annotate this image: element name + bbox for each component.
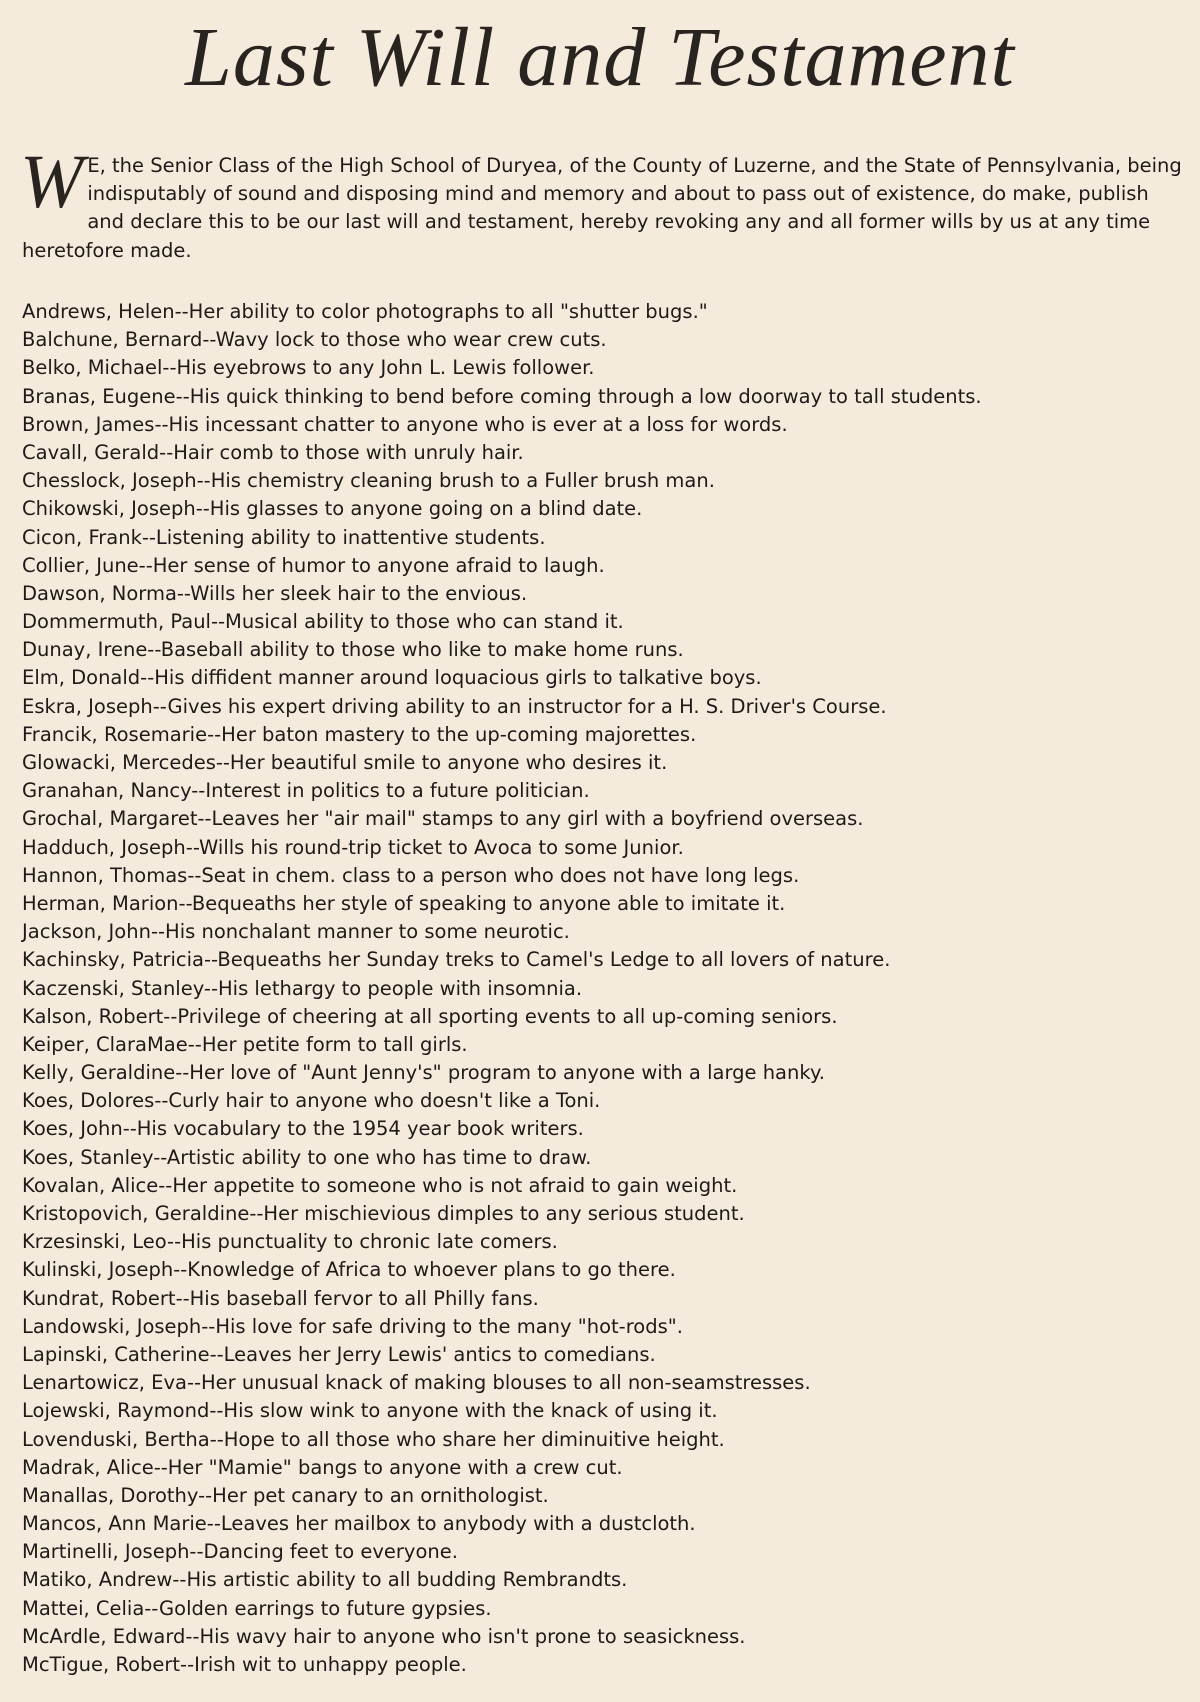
- bequest-item: Landowski, Joseph--His love for safe driving to the many "hot-rods".: [22, 1314, 683, 1338]
- bequest-item: Kalson, Robert--Privilege of cheering at all sporting events to all up-coming seniors.: [22, 1004, 838, 1028]
- bequest-item: Kelly, Geraldine--Her love of "Aunt Jenny's" program to anyone with a large hanky.: [22, 1061, 825, 1085]
- bequest-item: Kovalan, Alice--Her appetite to someone who is not afraid to gain weight.: [22, 1173, 738, 1197]
- drop-cap: W: [20, 140, 84, 224]
- bequest-item: Granahan, Nancy--Interest in politics to a future politician.: [22, 779, 590, 803]
- bequest-item: Kristopovich, Geraldine--Her mischievious dimples to any serious student.: [22, 1202, 745, 1225]
- bequest-item: Chesslock, Joseph--His chemistry cleaning brush to a Fuller brush man.: [22, 469, 715, 493]
- bequest-item: Belko, Michael--His eyebrows to any John L. Lewis follower.: [22, 356, 595, 380]
- bequest-item: Krzesinski, Leo--His punctuality to chronic late comers.: [22, 1230, 558, 1254]
- bequest-item: Kaczenski, Stanley--His lethargy to people with insomnia.: [22, 976, 583, 1000]
- bequest-item: Herman, Marion--Bequeaths her style of speaking to anyone able to imitate it.: [22, 891, 786, 915]
- bequest-item: Lovenduski, Bertha--Hope to all those who share her diminuitive height.: [22, 1427, 725, 1451]
- bequest-item: Lenartowicz, Eva--Her unusual knack of making blouses to all non-seamstresses.: [22, 1371, 811, 1395]
- bequest-item: Lapinski, Catherine--Leaves her Jerry Lewis' antics to comedians.: [22, 1342, 656, 1366]
- bequest-item: Balchune, Bernard--Wavy lock to those who wear crew cuts.: [22, 328, 607, 352]
- bequest-item: Dawson, Norma--Wills her sleek hair to the envious.: [22, 581, 528, 605]
- bequest-item: Branas, Eugene--His quick thinking to bend before coming through a low doorway to tall students.: [22, 384, 982, 408]
- bequest-list: [22, 298, 1184, 1679]
- bequest-item: Glowacki, Mercedes--Her beautiful smile to anyone who desires it.: [22, 751, 668, 774]
- bequest-item: Andrews, Helen--Her ability to color photographs to all "shutter bugs.": [22, 300, 708, 323]
- bequest-item: Martinelli, Joseph--Dancing feet to everyone.: [22, 1540, 458, 1564]
- bequest-item: Hannon, Thomas--Seat in chem. class to a person who does not have long legs.: [22, 863, 800, 887]
- bequest-item: Cavall, Gerald--Hair comb to those with unruly hair.: [22, 440, 524, 464]
- intro-paragraph: [20, 140, 1184, 265]
- bequest-item: Jackson, John--His nonchalant manner to some neurotic.: [22, 920, 570, 944]
- bequest-item: McArdle, Edward--His wavy hair to anyone who isn't prone to seasickness.: [22, 1624, 746, 1648]
- bequest-item: Keiper, ClaraMae--Her petite form to tall girls.: [22, 1032, 468, 1056]
- bequest-item: Mattei, Celia--Golden earrings to future gypsies.: [22, 1596, 492, 1620]
- bequest-item: Koes, Dolores--Curly hair to anyone who doesn't like a Toni.: [22, 1089, 601, 1113]
- bequest-item: Chikowski, Joseph--His glasses to anyone going on a blind date.: [22, 497, 643, 521]
- bequest-item: Eskra, Joseph--Gives his expert driving ability to an instructor for a H. S. Driver's Course.: [22, 694, 887, 718]
- bequest-item: Cicon, Frank--Listening ability to inattentive students.: [22, 525, 546, 549]
- bequest-item: Mancos, Ann Marie--Leaves her mailbox to anybody with a dustcloth.: [22, 1512, 696, 1536]
- bequest-item: Madrak, Alice--Her "Mamie" bangs to anyone with a crew cut.: [22, 1455, 623, 1479]
- bequest-item: Kundrat, Robert--His baseball fervor to all Philly fans.: [22, 1286, 539, 1310]
- bequest-item: Francik, Rosemarie--Her baton mastery to the up-coming majorettes.: [22, 722, 697, 746]
- bequest-item: Brown, James--His incessant chatter to anyone who is ever at a loss for words.: [22, 412, 788, 436]
- intro-text: E, the Senior Class of the High School of Duryea, of the County of Luzerne, and the State of Pennsylvania, being indisputably of sound and disposing mind and memory and about to pass out of existence, do make, publish and declare this to be our last will and testament, hereby revoking any and all former wills by us at any time heretofore made.: [22, 154, 1182, 262]
- bequest-item: Dunay, Irene--Baseball ability to those who like to make home runs.: [22, 638, 684, 662]
- page-title: Last Will and Testament: [185, 11, 1015, 104]
- bequest-item: Kulinski, Joseph--Knowledge of Africa to whoever plans to go there.: [22, 1258, 676, 1282]
- bequest-item: Grochal, Margaret--Leaves her "air mail" stamps to any girl with a boyfriend overseas.: [22, 807, 864, 831]
- bequest-item: Dommermuth, Paul--Musical ability to those who can stand it.: [22, 610, 624, 634]
- bequest-item: Collier, June--Her sense of humor to anyone afraid to laugh.: [22, 553, 605, 577]
- bequest-item: Elm, Donald--His diffident manner around loquacious girls to talkative boys.: [22, 666, 762, 690]
- bequest-item: Koes, John--His vocabulary to the 1954 year book writers.: [22, 1117, 584, 1141]
- bequest-item: Matiko, Andrew--His artistic ability to all budding Rembrandts.: [22, 1568, 628, 1592]
- bequest-item: Kachinsky, Patricia--Bequeaths her Sunday treks to Camel's Ledge to all lovers of nature.: [22, 948, 891, 972]
- bequest-item: Manallas, Dorothy--Her pet canary to an ornithologist.: [22, 1483, 549, 1507]
- bequest-item: Hadduch, Joseph--Wills his round-trip ticket to Avoca to some Junior.: [22, 835, 684, 859]
- bequest-item: Koes, Stanley--Artistic ability to one who has time to draw.: [22, 1145, 592, 1169]
- bequest-item: Lojewski, Raymond--His slow wink to anyone with the knack of using it.: [22, 1399, 718, 1423]
- bequest-item: McTigue, Robert--Irish wit to unhappy people.: [22, 1653, 467, 1676]
